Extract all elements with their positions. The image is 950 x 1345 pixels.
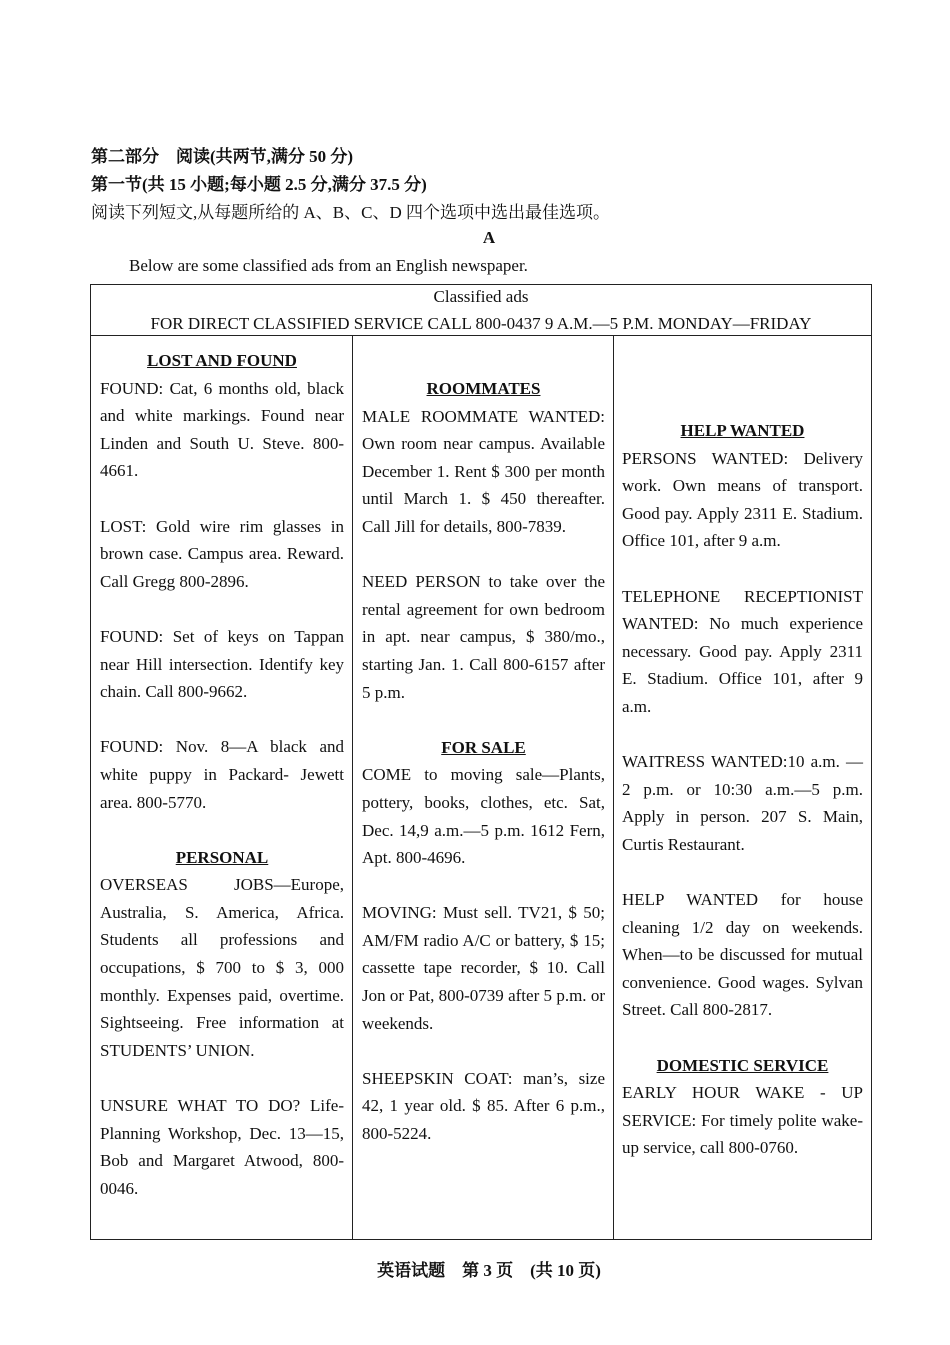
ad-text: LOST: Gold wire rim glasses in brown case. Campus area. Reward. Call Gregg 800-2896. — [100, 516, 344, 591]
ad-text: NEED PERSON to take over the rental agreement for own bedroom in apt. near campus, $ 380/mo., starting Jan. 1. Call 800-6157 after 5 p.m. — [362, 572, 605, 702]
ad-text: PERSONS WANTED: Delivery work. Own means of transport. Good pay. Apply 2311 E. Stadium. Office 101, after 9 a.m. — [622, 448, 863, 551]
section-heading-lost-found: LOST AND FOUND — [147, 351, 297, 370]
ad-text: OVERSEAS JOBS—Europe, Australia, S. America, Africa. Students all professions and occupations, $ 700 to $ 3, 000 monthly. Expenses paid, overtime. Sightseeing. Free information at STUDENTS’ UNION. — [100, 875, 344, 1060]
ad-text: FOUND: Nov. 8—A black and white puppy in Packard- Jewett area. 800-5770. — [100, 737, 344, 812]
ad-text: COME to moving sale—Plants, pottery, books, clothes, etc. Sat, Dec. 14,9 a.m.—5 p.m. 1612 Fern, Apt. 800-4696. — [362, 765, 605, 868]
column-left — [100, 347, 344, 1202]
column-divider — [352, 335, 353, 1239]
ad-text: WAITRESS WANTED:10 a.m. —2 p.m. or 10:30 a.m.—5 p.m. Apply in person. 207 S. Main, Curtis Restaurant. — [622, 752, 863, 854]
table-header — [91, 285, 871, 336]
ad-text: SHEEPSKIN COAT: man’s, size 42, 1 year old. $ 85. After 6 p.m., 800-5224. — [362, 1068, 605, 1144]
section-heading-domestic-service: DOMESTIC SERVICE — [656, 1055, 829, 1075]
service-line: FOR DIRECT CLASSIFIED SERVICE CALL 800-0437 9 A.M.—5 P.M. MONDAY—FRIDAY — [150, 314, 812, 333]
instruction-text: 阅读下列短文,从每题所给的 A、B、C、D 四个选项中选出最佳选项。 — [91, 203, 610, 222]
part-heading: 第二部分 阅读(共两节,满分 50 分) — [91, 147, 354, 166]
ad-text: TELEPHONE RECEPTIONIST WANTED: No much experience necessary. Good pay. Apply 2311 E. Stadium. Office 101, after 9 a.m. — [622, 586, 863, 716]
column-middle — [362, 375, 605, 1148]
ad-text: MALE ROOMMATE WANTED: Own room near campus. Available December 1. Rent $ 300 per month until March 1. $ 450 thereafter. Call Jill for details, 800-7839. — [362, 406, 605, 536]
ad-text: UNSURE WHAT TO DO? Life-Planning Workshop, Dec. 13—15, Bob and Margaret Atwood, 800-0046. — [100, 1096, 344, 1198]
ad-text: FOUND: Cat, 6 months old, black and white markings. Found near Linden and South U. Steve. 800-4661. — [100, 378, 344, 481]
ad-text: HELP WANTED for house cleaning 1/2 day on weekends. When—to be discussed for mutual convenience. Good wages. Sylvan Street. Call 800-2817. — [622, 890, 863, 1020]
ad-text: FOUND: Set of keys on Tappan near Hill intersection. Identify key chain. Call 800-9662. — [100, 626, 344, 702]
passage-intro: Below are some classified ads from an English newspaper. — [129, 256, 528, 275]
section-heading-for-sale: FOR SALE — [441, 737, 526, 757]
column-right — [622, 417, 863, 1162]
section-heading-personal: PERSONAL — [175, 847, 269, 867]
section-heading-help-wanted: HELP WANTED — [680, 421, 805, 440]
ad-text: EARLY HOUR WAKE - UP SERVICE: For timely polite wake-up service, call 800-0760. — [622, 1083, 863, 1158]
ad-text: MOVING: Must sell. TV21, $ 50; AM/FM radio A/C or battery, $ 15; cassette tape recorder, $ 10. Call Jon or Pat, 800-0739 after 5 p.m. or weekends. — [362, 903, 605, 1033]
table-title: Classified ads — [433, 287, 529, 306]
page-footer: 英语试题 第 3 页 (共 10 页) — [377, 1261, 601, 1280]
passage-letter: A — [482, 228, 496, 247]
classified-ads-table — [90, 284, 872, 1240]
column-divider — [613, 335, 614, 1239]
section-heading-roommates: ROOMMATES — [426, 379, 541, 398]
section-heading: 第一节(共 15 小题;每小题 2.5 分,满分 37.5 分) — [91, 175, 427, 194]
